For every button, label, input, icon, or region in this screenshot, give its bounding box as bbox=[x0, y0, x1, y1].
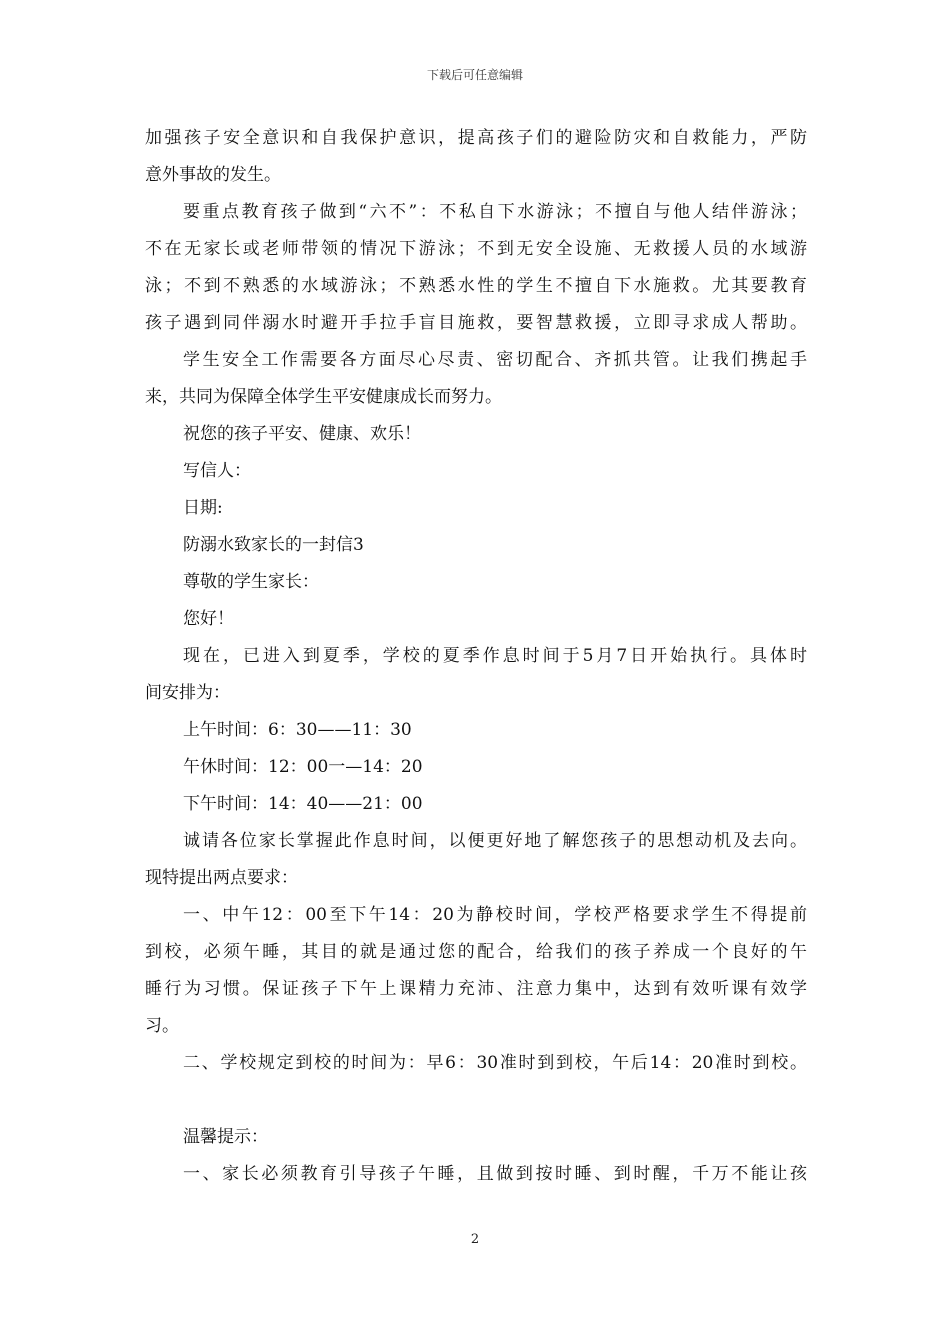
paragraph-line: 一、中午12：00至下午14：20为静校时间，学校严格要求学生不得提前 bbox=[183, 905, 807, 925]
salutation: 尊敬的学生家长： bbox=[183, 572, 319, 592]
closing-wish: 祝您的孩子平安、健康、欢乐！ bbox=[183, 424, 421, 444]
paragraph-line: 加强孩子安全意识和自我保护意识，提高孩子们的避险防灾和自救能力，严防 bbox=[145, 128, 807, 148]
paragraph-line: 学生安全工作需要各方面尽心尽责、密切配合、齐抓共管。让我们携起手 bbox=[183, 350, 807, 370]
paragraph-line: 到校，必须午睡，其目的就是通过您的配合，给我们的孩子养成一个良好的午 bbox=[145, 942, 807, 962]
blank-line bbox=[145, 1082, 807, 1119]
paragraph-line: 现在，已进入到夏季，学校的夏季作息时间于5月7日开始执行。具体时 bbox=[183, 646, 807, 666]
tips-heading: 温馨提示： bbox=[183, 1127, 268, 1147]
schedule-afternoon: 下午时间：14：40——21：00 bbox=[183, 794, 423, 814]
document-body bbox=[145, 120, 807, 1193]
paragraph-line: 要重点教育孩子做到“六不”：不私自下水游泳；不擅自与他人结伴游泳； bbox=[183, 202, 807, 222]
paragraph-line: 不在无家长或老师带领的情况下游泳；不到无安全设施、无救援人员的水域游 bbox=[145, 239, 807, 259]
signature-label: 写信人： bbox=[183, 461, 251, 481]
greeting: 您好！ bbox=[183, 609, 234, 629]
paragraph-line: 一、家长必须教育引导孩子午睡，且做到按时睡、到时醒，千万不能让孩 bbox=[183, 1164, 807, 1184]
letter-title: 防溺水致家长的一封信3 bbox=[183, 535, 364, 555]
page-header: 下载后可任意编辑 bbox=[426, 68, 523, 82]
paragraph-line: 二、学校规定到校的时间为：早6：30准时到到校，午后14：20准时到校。 bbox=[183, 1053, 807, 1073]
paragraph-line: 睡行为习惯。保证孩子下午上课精力充沛、注意力集中，达到有效听课有效学 bbox=[145, 979, 807, 999]
paragraph-line: 来，共同为保障全体学生平安健康成长而努力。 bbox=[145, 387, 502, 407]
paragraph-line: 意外事故的发生。 bbox=[145, 165, 281, 185]
paragraph-line: 泳；不到不熟悉的水域游泳；不熟悉水性的学生不擅自下水施救。尤其要教育 bbox=[145, 276, 807, 296]
paragraph-line: 间安排为： bbox=[145, 683, 230, 703]
schedule-noon-rest: 午休时间：12：00一—14：20 bbox=[183, 757, 423, 777]
date-label: 日期: bbox=[183, 498, 223, 518]
page-number: 2 bbox=[470, 1232, 480, 1247]
paragraph-line: 现特提出两点要求： bbox=[145, 868, 298, 888]
schedule-morning: 上午时间：6：30——11：30 bbox=[183, 720, 412, 740]
paragraph-line: 诚请各位家长掌握此作息时间，以便更好地了解您孩子的思想动机及去向。 bbox=[183, 831, 807, 851]
paragraph-line: 习。 bbox=[145, 1016, 179, 1036]
paragraph-line: 孩子遇到同伴溺水时避开手拉手盲目施救，要智慧救援，立即寻求成人帮助。 bbox=[145, 313, 807, 333]
